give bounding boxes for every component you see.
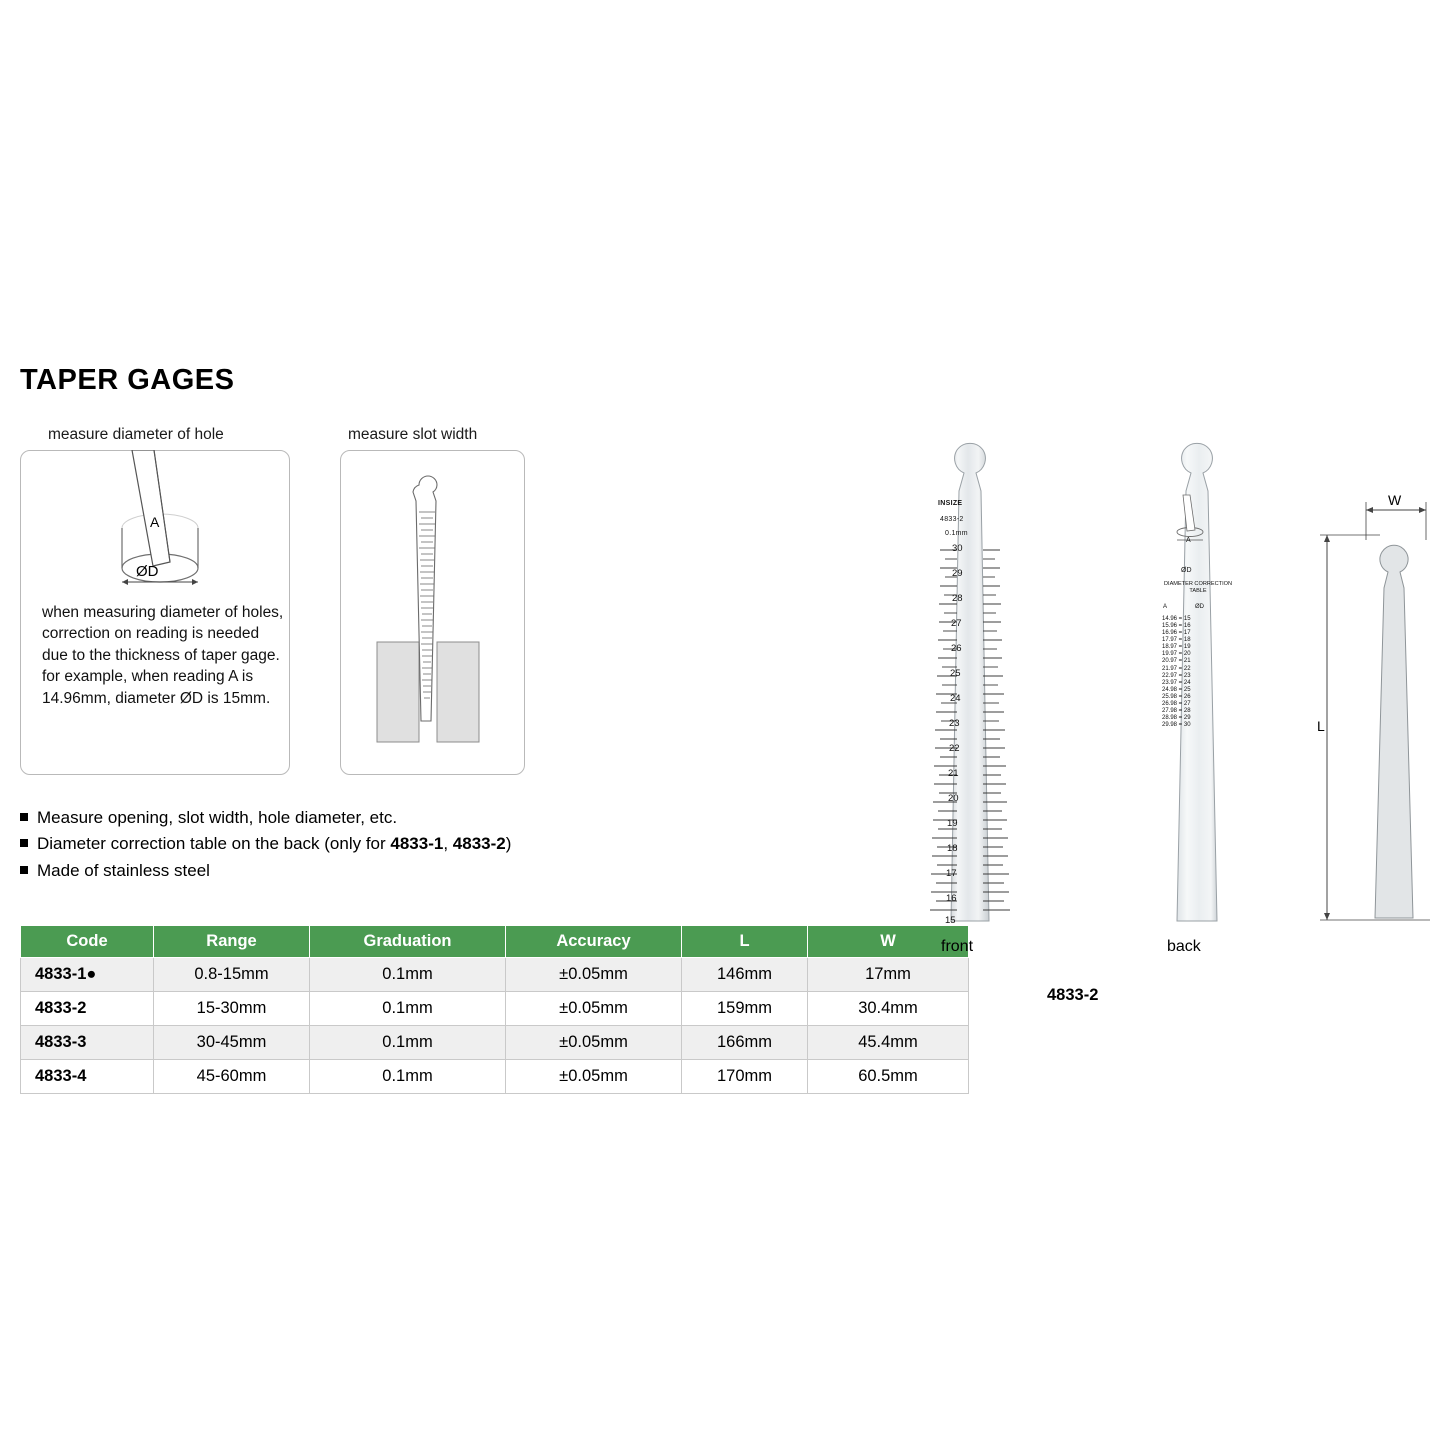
cell-range: 45-60mm	[154, 1060, 310, 1094]
cell-accuracy: ±0.05mm	[506, 1026, 682, 1060]
scale-number-22: 22	[949, 743, 960, 754]
brand-graduation-label: 0.1mm	[945, 530, 968, 537]
cell-accuracy: ±0.05mm	[506, 958, 682, 992]
table-row	[21, 992, 969, 1026]
cell-graduation: 0.1mm	[310, 992, 506, 1026]
correction-row: 24.98 = 25	[1162, 686, 1191, 693]
feature-item-3	[20, 858, 720, 884]
feature-item-2	[20, 831, 720, 857]
scale-number-21: 21	[948, 768, 959, 779]
scale-number-27: 27	[951, 618, 962, 629]
table-header-accuracy: Accuracy	[506, 926, 682, 958]
cell-w: 45.4mm	[808, 1026, 969, 1060]
correction-row: 29.98 = 30	[1162, 722, 1191, 729]
scale-number-15: 15	[945, 915, 956, 926]
cell-code: 4833-3	[21, 1026, 154, 1060]
cell-range: 15-30mm	[154, 992, 310, 1026]
brand-model-label: 4833-2	[940, 516, 964, 523]
correction-row: 23.97 = 24	[1162, 679, 1191, 686]
cell-accuracy: ±0.05mm	[506, 1060, 682, 1094]
correction-row: 20.97 = 21	[1162, 658, 1191, 665]
hole-label-a: A	[150, 514, 160, 530]
scale-number-20: 20	[948, 793, 959, 804]
correction-row: 21.97 = 22	[1162, 665, 1191, 672]
scale-number-17: 17	[946, 868, 957, 879]
table-header-row	[21, 926, 969, 958]
correction-row: 22.97 = 23	[1162, 672, 1191, 679]
cell-accuracy: ±0.05mm	[506, 992, 682, 1026]
correction-row: 15.96 = 16	[1162, 623, 1191, 630]
caption-measure-hole: measure diameter of hole	[48, 426, 224, 443]
cell-w: 17mm	[808, 958, 969, 992]
feature-code-4833-1: 4833-1	[390, 834, 444, 854]
correction-table-rows	[1157, 616, 1252, 729]
scale-number-26: 26	[951, 643, 962, 654]
scale-number-30: 30	[952, 543, 963, 554]
table-row	[21, 1026, 969, 1060]
correction-row: 25.98 = 26	[1162, 693, 1191, 700]
correction-row: 16.96 = 17	[1162, 630, 1191, 637]
table-header-code: Code	[21, 926, 154, 958]
product-photo-front	[915, 440, 1025, 930]
table-header-graduation: Graduation	[310, 926, 506, 958]
page-title: TAPER GAGES	[20, 364, 235, 396]
table-header-l: L	[682, 926, 808, 958]
scale-number-18: 18	[947, 843, 958, 854]
cell-graduation: 0.1mm	[310, 1060, 506, 1094]
correction-row: 28.98 = 29	[1162, 715, 1191, 722]
scale-number-24: 24	[950, 693, 961, 704]
back-label-a: A	[1186, 537, 1191, 544]
specification-table	[20, 925, 969, 1094]
feature-text-2-after: )	[505, 834, 512, 854]
brand-logo-insize: INSIZE	[938, 500, 963, 507]
dimension-diagram	[1300, 480, 1440, 940]
feature-text-2-before: Diameter correction table on the back (only for	[37, 834, 391, 854]
cell-w: 30.4mm	[808, 992, 969, 1026]
feature-code-4833-2: 4833-2	[452, 834, 506, 854]
cell-l: 170mm	[682, 1060, 808, 1094]
feature-text-3: Made of stainless steel	[37, 860, 210, 880]
correction-table-col-d: ØD	[1195, 604, 1204, 610]
photo-label-back: back	[1167, 938, 1201, 955]
scale-number-25: 25	[950, 668, 961, 679]
cell-graduation: 0.1mm	[310, 958, 506, 992]
correction-table-title: DIAMETER CORRECTION TABLE	[1163, 581, 1233, 594]
photo-label-front: front	[941, 938, 974, 955]
bullet-square-icon	[20, 866, 28, 874]
cell-graduation: 0.1mm	[310, 1026, 506, 1060]
dimension-label-w: W	[1388, 492, 1402, 508]
cell-l: 166mm	[682, 1026, 808, 1060]
bullet-square-icon	[20, 839, 28, 847]
slot-illustration-drawing	[340, 450, 525, 775]
table-row	[21, 958, 969, 992]
cell-l: 159mm	[682, 992, 808, 1026]
table-header-w: W	[808, 926, 969, 958]
scale-number-23: 23	[949, 718, 960, 729]
dimension-label-l: L	[1317, 718, 1325, 734]
correction-row: 27.98 = 28	[1162, 708, 1191, 715]
hole-correction-note: when measuring diameter of holes, correction on reading is needed due to the thickness of taper gage. for example, when reading A is 14.96mm, diameter ØD is 15mm.	[42, 604, 284, 707]
feature-text-2	[37, 831, 511, 857]
cell-code: 4833-2	[21, 992, 154, 1026]
scale-number-29: 29	[952, 568, 963, 579]
cell-l: 146mm	[682, 958, 808, 992]
cell-code: 4833-1●	[21, 958, 154, 992]
photo-label-model: 4833-2	[1047, 986, 1099, 1004]
cell-code: 4833-4	[21, 1060, 154, 1094]
correction-row: 14.96 = 15	[1162, 616, 1191, 622]
correction-table-col-a: A	[1163, 604, 1168, 610]
feature-item-1	[20, 805, 720, 831]
hole-label-diameter: ØD	[136, 563, 159, 580]
table-row	[21, 1060, 969, 1094]
scale-number-16: 16	[946, 893, 957, 904]
feature-text-2-mid: ,	[443, 834, 453, 854]
correction-row: 26.98 = 27	[1162, 700, 1191, 707]
feature-text-1: Measure opening, slot width, hole diameter, etc.	[37, 808, 398, 827]
back-label-diameter: ØD	[1181, 567, 1192, 574]
correction-row: 17.97 = 18	[1162, 637, 1191, 644]
feature-list	[20, 805, 720, 884]
correction-row: 18.97 = 19	[1162, 644, 1191, 651]
scale-number-28: 28	[952, 593, 963, 604]
caption-measure-slot: measure slot width	[348, 426, 478, 443]
table-header-range: Range	[154, 926, 310, 958]
bullet-square-icon	[20, 813, 28, 821]
scale-number-19: 19	[947, 818, 958, 829]
correction-row: 19.97 = 20	[1162, 651, 1191, 658]
cell-range: 30-45mm	[154, 1026, 310, 1060]
cell-range: 0.8-15mm	[154, 958, 310, 992]
cell-w: 60.5mm	[808, 1060, 969, 1094]
